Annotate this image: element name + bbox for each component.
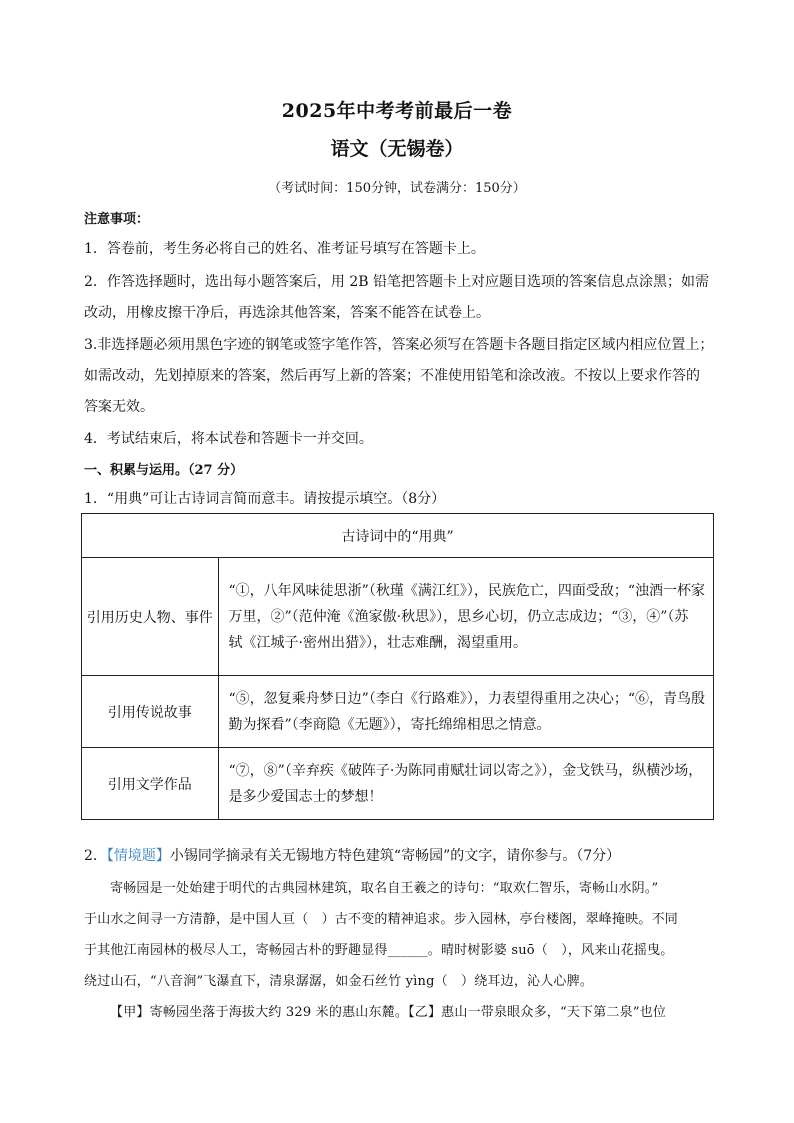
question-2-number: 2． (84, 848, 107, 864)
passage-line: 于其他江南园林的极尽人工，寄畅园古朴的野趣显得______。晴时树影婆 suō（ ），风来山花摇曳。 (84, 943, 674, 958)
note-line: 4．考试结束后，将本试卷和答题卡一并交回。 (84, 431, 373, 447)
passage-line: 绕过山石，“八音涧”飞瀑直下，清泉潺潺，如金石丝竹 yìng（ ）绕耳边，沁人心脾。 (84, 974, 594, 989)
content-cell (218, 558, 713, 676)
category-cell: 引用历史人物、事件 (82, 558, 219, 676)
category-cell: 引用文学作品 (82, 748, 219, 820)
content-line: 是多少爱国志士的梦想！ (228, 788, 383, 805)
passage-line: 寄畅园是一处始建于明代的古典园林建筑，取名自王羲之的诗句：“取欢仁智乐，寄畅山水阴。” (110, 881, 659, 896)
table-header: 古诗词中的“用典” (82, 514, 714, 558)
question-2 (84, 845, 620, 865)
note-line: 如需改动，先划掉原来的答案，然后再写上新的答案；不准使用铅笔和涂改液。不按以上要求作答的 (84, 368, 700, 384)
table-row (82, 676, 714, 748)
note-line: 1．答卷前，考生务必将自己的姓名、准考证号填写在答题卡上。 (84, 241, 485, 257)
question-2-text: 小锡同学摘录有关无锡地方特色建筑“寄畅园”的文字，请你参与。（7分） (169, 848, 621, 864)
section-heading: 一、积累与运用。（27 分） (84, 463, 244, 478)
passage-line: 【甲】寄畅园坐落于海拔大约 329 米的惠山东麓。【乙】惠山一带泉眼众多，“天下第二泉”也位 (110, 1005, 667, 1020)
content-line: “⑦，⑧”（辛弃疾《破阵子·为陈同甫赋壮词以寄之》），金戈铁马，纵横沙场， (228, 762, 703, 779)
table-row (82, 748, 714, 820)
category-cell: 引用传说故事 (82, 676, 219, 748)
content-line: “⑤，忽复乘舟梦日边”（李白《行路难》），力表望得重用之决心；“⑥，青鸟殷 (228, 690, 705, 707)
content-line: 轼《江城子·密州出猎》），壮志难酬，渴望重用。 (228, 634, 527, 651)
exam-subtitle: 语文（无锡卷） (330, 138, 464, 160)
note-line: 改动，用橡皮擦干净后，再选涂其他答案，答案不能答在试卷上。 (84, 305, 490, 321)
exam-info: （考试时间：150分钟，试卷满分：150分） (268, 181, 526, 196)
exam-title: 2025年中考考前最后一卷 (281, 100, 513, 122)
content-line: 万里，②”（范仲淹《渔家傲·秋思》），思乡心切，仍立志成边；“③，④”（苏 (228, 608, 689, 625)
scenario-tag: 【情境题】 (106, 848, 170, 864)
content-line: 勤为探看”（李商隐《无题》），寄托绵绵相思之情意。 (228, 716, 551, 733)
content-line: “①，八年风味徒思浙”（秋瑾《满江红》），民族危亡，四面受敌；“浊酒一杯家 (228, 582, 705, 599)
note-line: 2．作答选择题时，选出每小题答案后，用 2B 铅笔把答题卡上对应题目选项的答案信息点涂黑；如需 (84, 274, 710, 290)
notes-heading: 注意事项： (84, 212, 150, 227)
note-line: 答案无效。 (84, 399, 154, 415)
allusion-table (81, 513, 714, 820)
content-cell (218, 676, 713, 748)
passage-line: 于山水之间寻一方清静，是中国人亘（ ）古不变的精神追求。步入园林，亭台楼阁，翠峰掩映。不同 (84, 912, 679, 927)
table-row (82, 558, 714, 676)
question-1: 1．“用典”可让古诗词言简而意丰。请按提示填空。（8分） (84, 491, 446, 507)
note-line: 3.非选择题必须用黑色字迹的钢笔或签字笔作答，答案必须写在答题卡各题目指定区域内相应位置上； (84, 337, 714, 353)
content-cell (218, 748, 713, 820)
table-header-row (82, 514, 714, 558)
